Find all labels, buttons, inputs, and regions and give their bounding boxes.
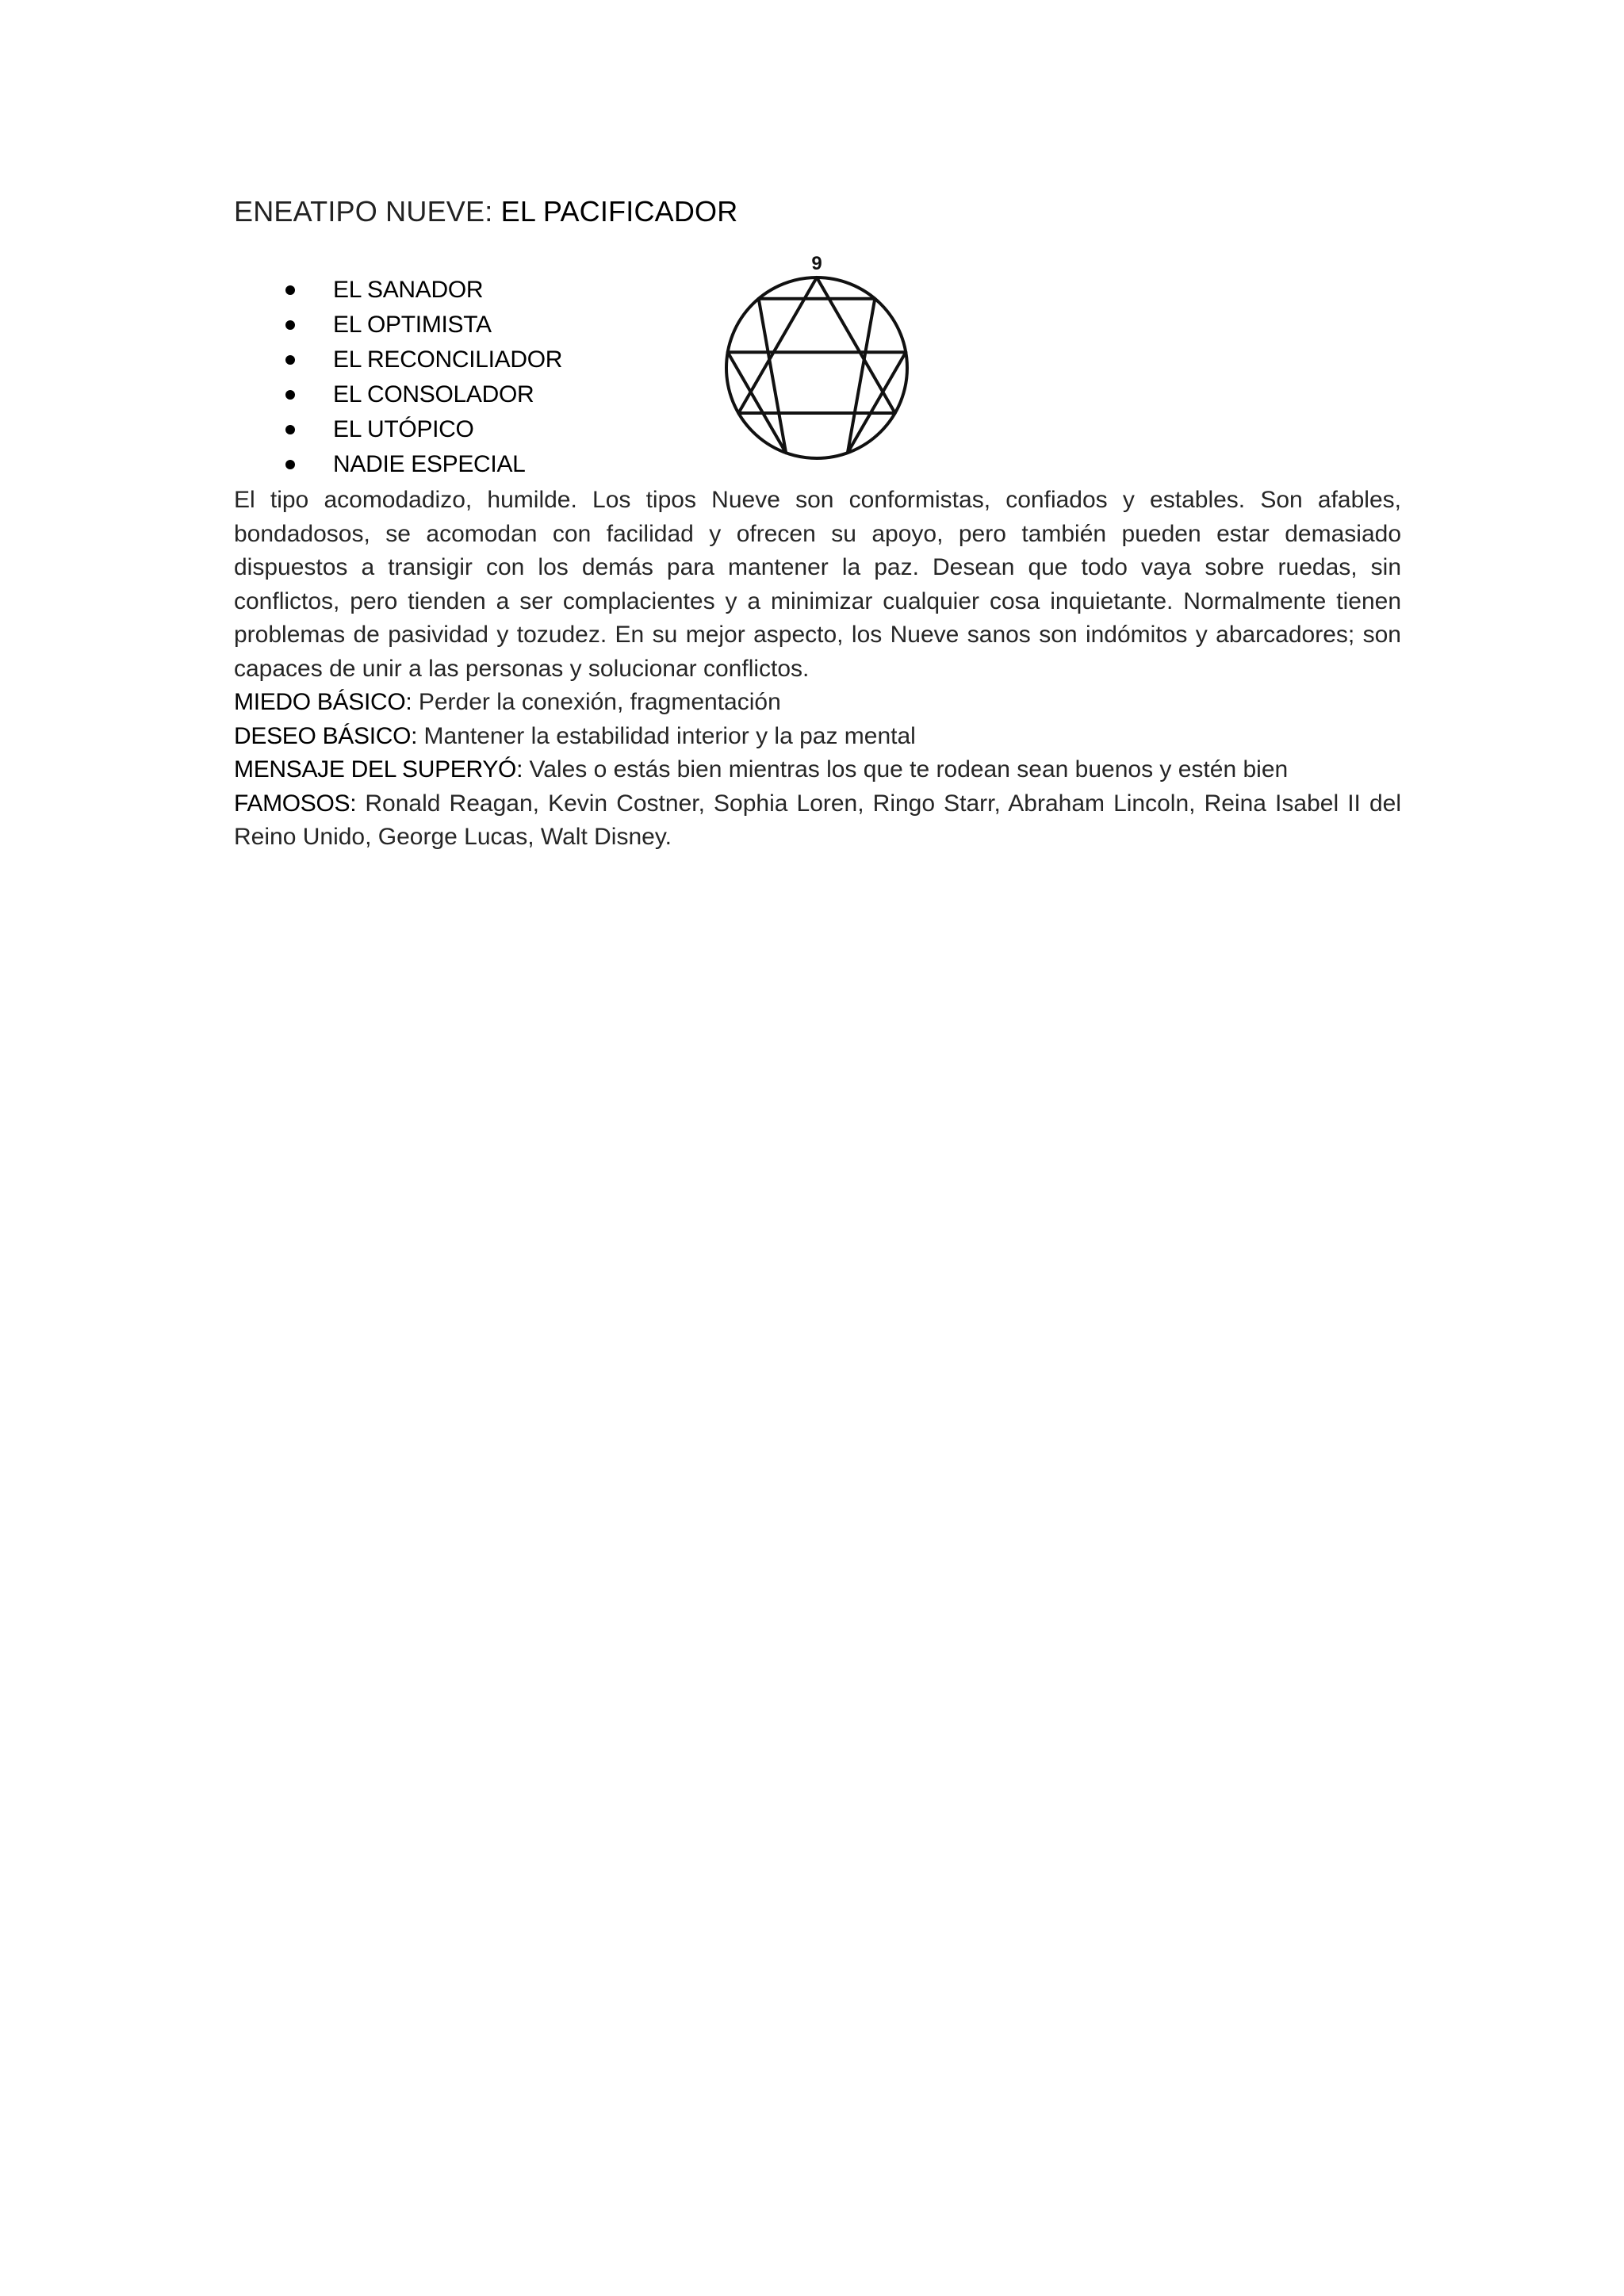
list-item <box>285 308 562 342</box>
famous-value: Ronald Reagan, Kevin Costner, Sophia Loren, Ringo Starr, Abraham Lincoln, Reina Isabel II del Reino Unido, George Lucas, Walt Disney. <box>234 790 1401 850</box>
enneagram-figure <box>722 252 912 460</box>
enneagram-top-label: 9 <box>811 253 822 274</box>
enneagram-circle <box>726 277 907 458</box>
enneagram-icon <box>722 252 912 460</box>
bullet-icon <box>285 390 295 400</box>
famous-label: FAMOSOS: <box>234 790 357 817</box>
alias-list <box>285 273 562 482</box>
bullet-icon <box>285 285 295 295</box>
superego-message-value: Vales o estás bien mientras los que te rodean sean buenos y estén bien <box>529 756 1289 783</box>
alias-label: EL RECONCILIADOR <box>333 346 563 373</box>
list-item <box>285 412 562 447</box>
alias-label: NADIE ESPECIAL <box>333 451 526 477</box>
list-item <box>285 377 562 412</box>
basic-desire-line <box>234 720 1401 754</box>
list-item <box>285 273 562 308</box>
title-type-name: EL PACIFICADOR <box>500 195 738 228</box>
bullet-icon <box>285 425 295 434</box>
basic-fear-value: Perder la conexión, fragmentación <box>418 689 781 715</box>
alias-label: EL SANADOR <box>333 277 484 303</box>
basic-desire-value: Mantener la estabilidad interior y la paz mental <box>423 722 916 749</box>
alias-label: EL CONSOLADOR <box>333 381 534 408</box>
alias-label: EL UTÓPICO <box>333 416 474 442</box>
superego-message-label: MENSAJE DEL SUPERYÓ: <box>234 756 523 783</box>
basic-fear-line <box>234 686 1401 720</box>
list-item <box>285 447 562 482</box>
description-paragraph: El tipo acomodadizo, humilde. Los tipos Nueve son conformistas, confiados y estables. Son afables, bondadosos, se acomodan con facilidad y ofrecen su apoyo, pero también pueden estar demasiado dispuestos a transigir con los demás para mantener la paz. Desean que todo vaya sobre ruedas, sin conflictos, pero tienden a ser complacientes y a minimizar cualquier cosa inquietante. Normalmente tienen problemas de pasividad y tozudez. En su mejor aspecto, los Nueve sanos son indómitos y abarcadores; son capaces de unir a las personas y solucionar conflictos. <box>234 487 1401 682</box>
basic-fear-label: MIEDO BÁSICO: <box>234 689 412 715</box>
title-prefix: ENEATIPO NUEVE: <box>234 195 493 228</box>
list-item <box>285 342 562 377</box>
page-title <box>234 195 737 228</box>
alias-label: EL OPTIMISTA <box>333 312 492 338</box>
enneagram-hexad <box>728 299 906 453</box>
basic-desire-label: DESEO BÁSICO: <box>234 722 418 749</box>
bullet-icon <box>285 320 295 330</box>
bullet-icon <box>285 460 295 469</box>
body-text <box>234 484 1401 855</box>
famous-line <box>234 787 1401 855</box>
bullet-icon <box>285 355 295 365</box>
superego-message-line <box>234 753 1401 787</box>
